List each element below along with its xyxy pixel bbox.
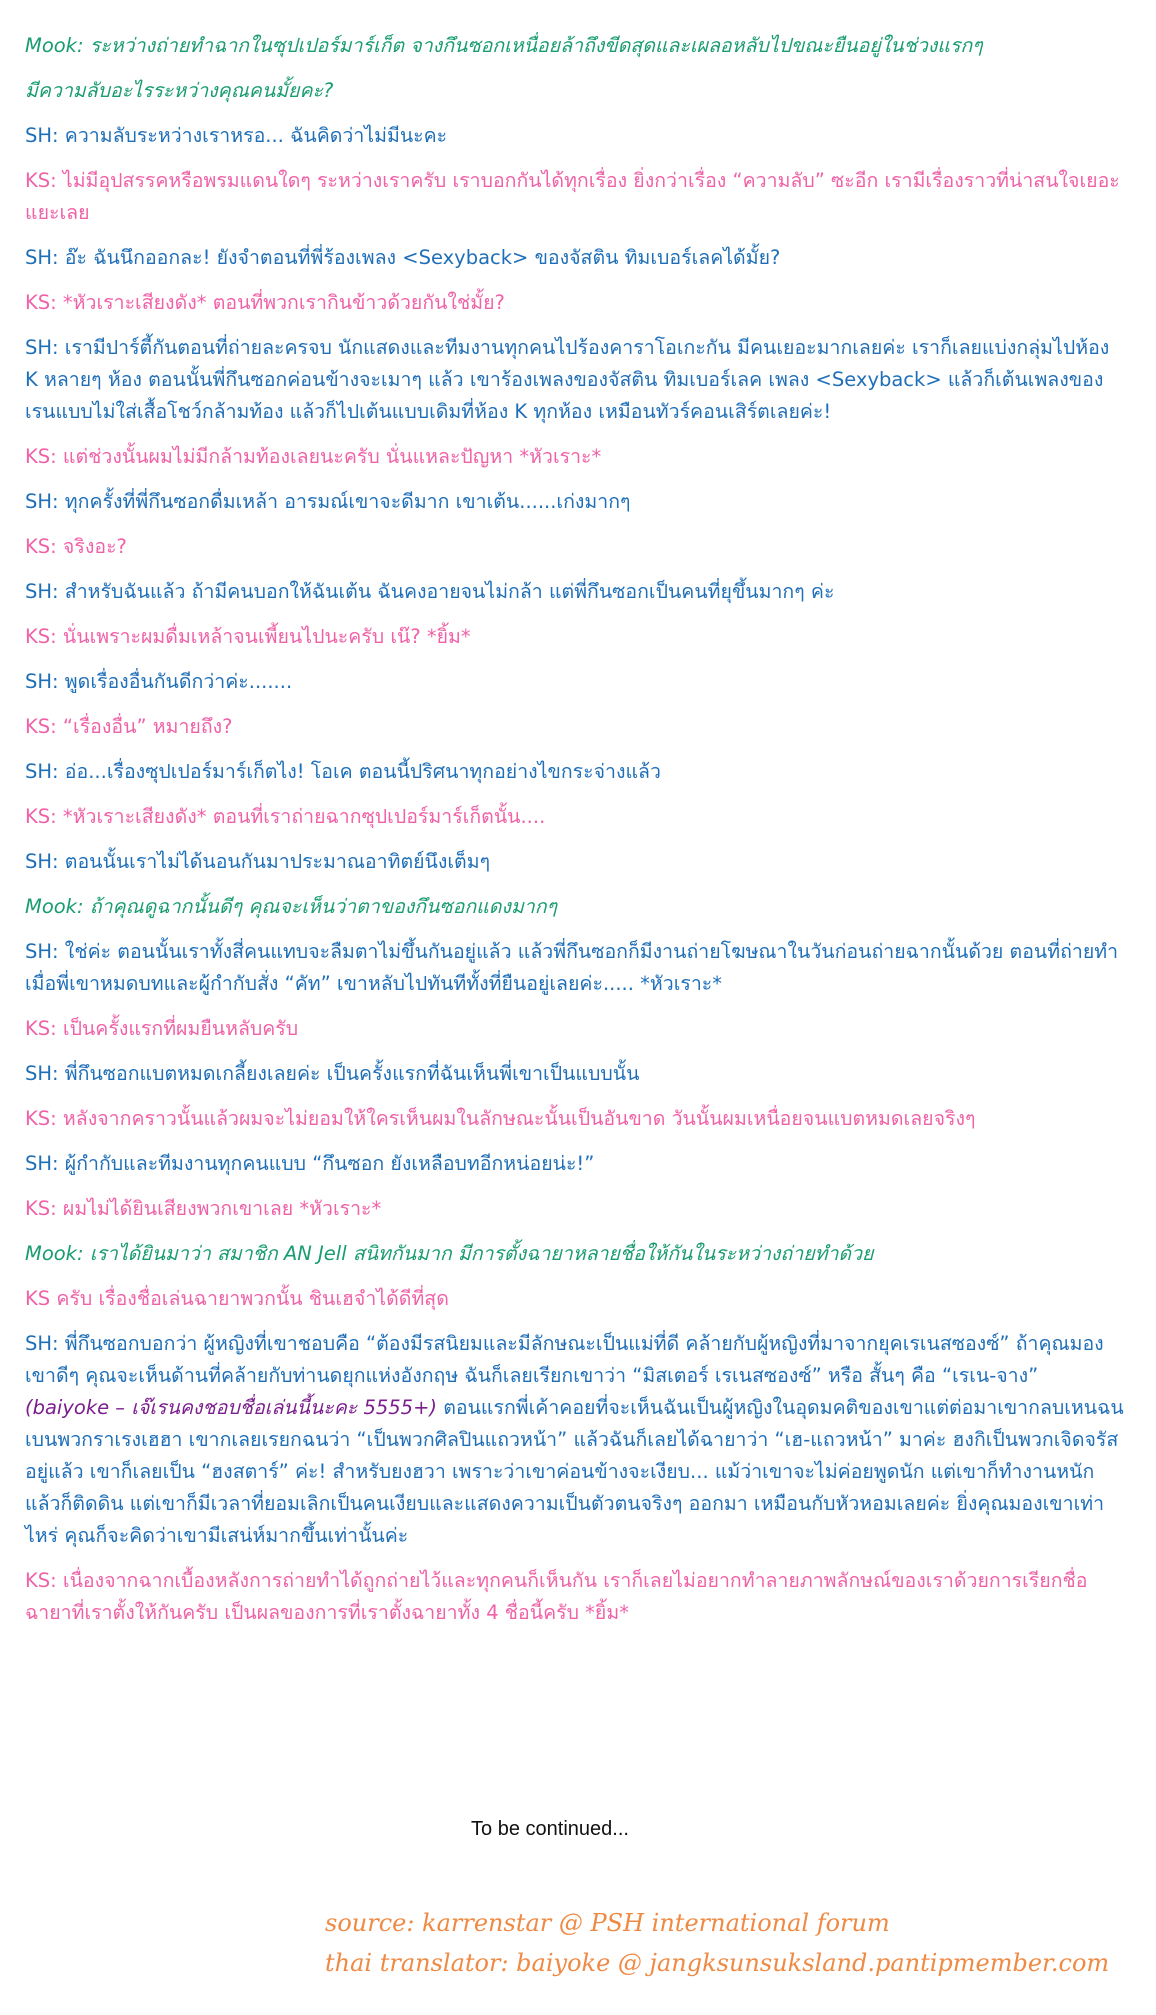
sh-answer: SH: สำหรับฉันแล้ว ถ้ามีคนบอกให้ฉันเต้น ฉันคงอายจนไม่กล้า แต่พี่กึนซอกเป็นคนที่ยุขึ้นมากๆ ค่ะ (25, 580, 835, 603)
mook-question: Mook: ถ้าคุณดูฉากนั้นดีๆ คุณจะเห็นว่าตาของกึนซอกแดงมากๆ (25, 895, 558, 918)
to-be-continued: To be continued... (471, 1818, 629, 1840)
sh-answer: SH: ใช่ค่ะ ตอนนั้นเราทั้งสี่คนแทบจะลืมตาไม่ขึ้นกันอยู่แล้ว แล้วพี่กึนซอกก็มีงานถ่ายโฆษณาในวันก่อนถ่ายฉากนั้นด้วย ตอนที่ถ่ายทำ เมื่อพี่เขาหมดบทและผู้กำกับสั่ง “คัท” เขาหลับไปทันทีทั้งที่ยืนอยู่เลยค่ะ..... *หัวเราะ* (25, 940, 1119, 995)
ks-answer: KS: หลังจากคราวนั้นแล้วผมจะไม่ยอมให้ใครเห็นผมในลักษณะนั้นเป็นอันขาด วันนั้นผมเหนื่อยจนแบตหมดเลยจริงๆ (25, 1107, 976, 1130)
ks-answer: KS: จริงอะ? (25, 535, 127, 558)
sh-answer: SH: ผู้กำกับและทีมงานทุกคนแบบ “กึนซอก ยังเหลือบทอีกหน่อยน่ะ!” (25, 1152, 595, 1175)
ks-answer: KS: เป็นครั้งแรกที่ผมยืนหลับครับ (25, 1017, 299, 1040)
ks-answer: KS: แต่ช่วงนั้นผมไม่มีกล้ามท้องเลยนะครับ นั่นแหละปัญหา *หัวเราะ* (25, 445, 602, 468)
sh-answer: SH: ทุกครั้งที่พี่กึนซอกดื่มเหล้า อารมณ์เขาจะดีมาก เขาเต้น......เก่งมากๆ (25, 490, 631, 513)
ks-answer: KS: ผมไม่ได้ยินเสียงพวกเขาเลย *หัวเราะ* (25, 1197, 382, 1220)
ks-answer: KS: *หัวเราะเสียงดัง* ตอนที่เราถ่ายฉากซุปเปอร์มาร์เก็ตนั้น.... (25, 805, 546, 828)
interview-transcript (25, 30, 1125, 1629)
translator-credit: thai translator: baiyoke @ jangksunsuksland.pantipmember.com (325, 1949, 1110, 1977)
ks-answer: KS: ไม่มีอุปสรรคหรือพรมแดนใดๆ ระหว่างเราครับ เราบอกกันได้ทุกเรื่อง ยิ่งกว่าเรื่อง “ความลับ” ซะอีก เรามีเรื่องราวที่น่าสนใจเยอะแยะเลย (25, 169, 1120, 224)
sh-answer: SH: พูดเรื่องอื่นกันดีกว่าค่ะ....... (25, 670, 293, 693)
sh-answer: SH: เรามีปาร์ตี้กันตอนที่ถ่ายละครจบ นักแสดงและทีมงานทุกคนไปร้องคาราโอเกะกัน มีคนเยอะมากเลยค่ะ เราก็เลยแบ่งกลุ่มไปห้อง K หลายๆ ห้อง ตอนนั้นพี่กึนซอกค่อนข้างจะเมาๆ แล้ว เขาร้องเพลงของจัสติน ทิมเบอร์เลค เพลง <Sexyback> แล้วก็เต้นเพลงของเรนแบบไม่ใส่เสื้อโชว์กล้ามท้อง แล้วก็ไปเต้นแบบเดิมที่ห้อง K ทุกห้อง เหมือนทัวร์คอนเสิร์ตเลยค่ะ! (25, 336, 1110, 423)
sh-answer: SH: พี่กึนซอกแบตหมดเกลี้ยงเลยค่ะ เป็นครั้งแรกที่ฉันเห็นพี่เขาเป็นแบบนั้น (25, 1062, 640, 1085)
sh-answer-text-continued: ตอนแรกพี่เค้าคอยที่จะเห็นฉันเป็นผู้หญิงในอุดมคติของเขาแต่ต่อมาเขากลบเหนฉนเบนพวกราเรงเฮฮา เขากเลยเรยกฉนว่า “เป็นพวกศิลปินแถวหน้า” แล้วฉันก็เลยได้ฉายาว่า “เฮ-แถวหน้า” มาค่ะ ฮงกิเป็นพวกเจิดจรัสอยู่แล้ว เขาก็เลยเป็น “ฮงสตาร์” ค่ะ! สำหรับยงฮวา เพราะว่าเขาค่อนข้างจะเงียบ... แม้ว่าเขาจะไม่ค่อยพูดนัก แต่เขาก็ทำงานหนักแล้วก็ติดดิน แต่เขาก็มีเวลาที่ยอมเลิกเป็นคนเงียบและแสดงความเป็นตัวตนจริงๆ ออกมา เหมือนกับหัวหอมเลยค่ะ ยิ่งคุณมองเขาเท่าไหร่ คุณก็จะคิดว่าเขามีเสน่ห์มากขึ้นเท่านั้นค่ะ (25, 1396, 1124, 1547)
sh-answer-text: SH: พี่กึนซอกบอกว่า ผู้หญิงที่เขาชอบคือ “ต้องมีรสนิยมและมีลักษณะเป็นแม่ที่ดี คล้ายกับผู้หญิงที่มาจากยุคเรเนสซองซ์” ถ้าคุณมองเขาดีๆ คุณจะเห็นด้านที่คล้ายกับท่านดยุกแห่งอังกฤษ ฉันก็เลยเรียกเขาว่า “มิสเตอร์ เรเนสซองซ์” หรือ สั้นๆ คือ “เรเน-จาง” (25, 1332, 1104, 1387)
sh-answer: SH: อ๊ะ ฉันนึกออกละ! ยังจำตอนที่พี่ร้องเพลง <Sexyback> ของจัสติน ทิมเบอร์เลคได้มั้ย? (25, 246, 781, 269)
credits (325, 1903, 1109, 1983)
mook-question: Mook: ระหว่างถ่ายทำฉากในซุปเปอร์มาร์เก็ต จางกึนซอกเหนื่อยล้าถึงขีดสุดและเผลอหลับไปขณะยืนอยู่ในช่วงแรกๆ (25, 34, 983, 57)
sh-answer-nicknames (25, 1328, 1125, 1552)
ks-answer: KS: นั่นเพราะผมดื่มเหล้าจนเพี้ยนไปนะครับ เน๊? *ยิ้ม* (25, 625, 471, 648)
mook-question: Mook: เราได้ยินมาว่า สมาชิก AN Jell สนิทกันมาก มีการตั้งฉายาหลายชื่อให้กันในระหว่างถ่ายทำด้วย (25, 1242, 874, 1265)
sh-answer: SH: อ่อ...เรื่องซุปเปอร์มาร์เก็ตไง! โอเค ตอนนี้ปริศนาทุกอย่างไขกระจ่างแล้ว (25, 760, 661, 783)
ks-answer: KS: “เรื่องอื่น” หมายถึง? (25, 715, 233, 738)
ks-answer: KS ครับ เรื่องชื่อเล่นฉายาพวกนั้น ชินเฮจำได้ดีที่สุด (25, 1287, 449, 1310)
ks-answer: KS: *หัวเราะเสียงดัง* ตอนที่พวกเรากินข้าวด้วยกันใช่มั้ย? (25, 291, 505, 314)
mook-question: มีความลับอะไรระหว่างคุณคนมั้ยคะ? (25, 79, 334, 102)
sh-answer: SH: ตอนนั้นเราไม่ได้นอนกันมาประมาณอาทิตย์นึงเต็มๆ (25, 850, 491, 873)
ks-answer: KS: เนื่องจากฉากเบื้องหลังการถ่ายทำได้ถูกถ่ายไว้และทุกคนก็เห็นกัน เราก็เลยไม่อยากทำลายภาพลักษณ์ของเราด้วยการเรียกชื่อฉายาที่เราตั้งให้กันครับ เป็นผลของการที่เราตั้งฉายาทั้ง 4 ชื่อนี้ครับ *ยิ้ม* (25, 1569, 1088, 1624)
source-credit: source: karrenstar @ PSH international forum (325, 1909, 890, 1937)
sh-answer: SH: ความลับระหว่างเราหรอ... ฉันคิดว่าไม่มีนะคะ (25, 124, 448, 147)
translator-note: (baiyoke – เจ๊เรนคงชอบชื่อเล่นนี้นะคะ 5555+) (25, 1396, 438, 1419)
